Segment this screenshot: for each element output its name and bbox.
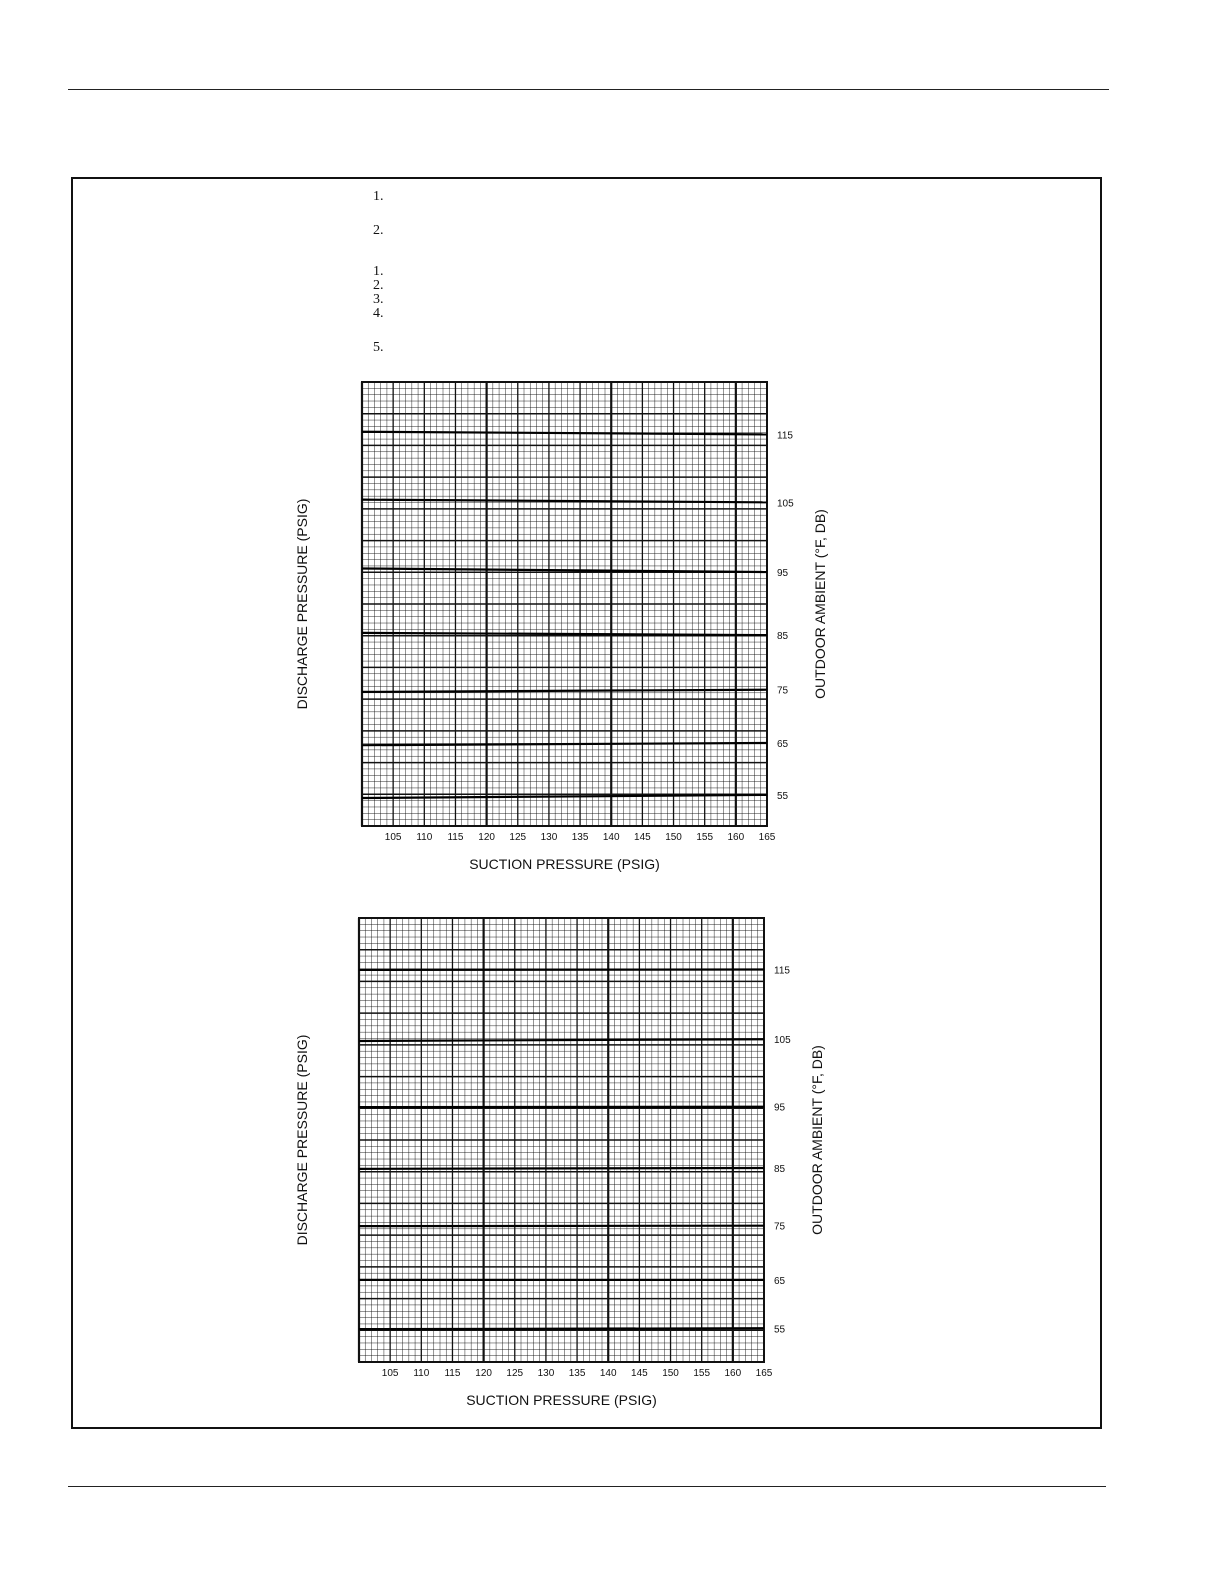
x-tick-label: 165 [755,1368,773,1379]
ambient-label-95: 95 [774,1102,786,1114]
pressure-chart-top [280,370,850,890]
x-tick-label: 115 [447,832,464,843]
x-tick-label: 120 [475,1368,492,1379]
x-tick-label: 155 [693,1368,711,1379]
step-number: 3. [373,292,384,307]
y-axis-label: DISCHARGE PRESSURE (PSIG) [294,498,310,710]
y-axis-label: DISCHARGE PRESSURE (PSIG) [294,1034,310,1246]
ambient-line-115 [362,432,767,435]
x-tick-label: 160 [724,1368,742,1379]
step-number: 1. [373,189,384,204]
ambient-label-95: 95 [777,568,789,580]
pressure-chart-bottom [280,908,850,1418]
ambient-line-105 [362,500,767,503]
y2-axis-label: OUTDOOR AMBIENT (°F, DB) [809,1045,825,1235]
x-tick-label: 120 [478,832,495,843]
ambient-label-105: 105 [777,498,794,510]
step-number: 5. [373,340,384,355]
x-axis-label: SUCTION PRESSURE (PSIG) [469,856,660,872]
x-tick-label: 155 [696,832,714,843]
x-tick-label: 125 [506,1368,524,1379]
x-axis-label: SUCTION PRESSURE (PSIG) [466,1392,657,1408]
ambient-label-65: 65 [774,1275,786,1287]
ambient-label-75: 75 [777,685,789,697]
x-tick-label: 140 [599,1368,617,1379]
ambient-line-85 [359,1168,764,1169]
x-tick-label: 105 [381,1368,399,1379]
ambient-label-55: 55 [777,790,789,802]
ambient-label-75: 75 [774,1221,786,1233]
ambient-line-55 [359,1328,764,1329]
ambient-line-55 [362,795,767,798]
ambient-line-85 [362,633,767,635]
ambient-line-65 [362,743,767,745]
grid [362,382,767,826]
ambient-label-115: 115 [774,965,790,977]
ambient-line-95 [362,568,767,572]
x-tick-label: 165 [758,832,776,843]
grid [359,918,764,1362]
x-tick-label: 135 [568,1368,586,1379]
x-tick-label: 105 [384,832,402,843]
x-tick-label: 160 [727,832,745,843]
x-tick-label: 130 [537,1368,555,1379]
header-rule [68,89,1109,90]
ambient-line-105 [359,1039,764,1041]
x-tick-label: 110 [413,1368,430,1379]
step-number: 2. [373,278,384,293]
ambient-label-65: 65 [777,738,789,750]
x-tick-label: 145 [631,1368,648,1379]
ambient-label-55: 55 [774,1324,786,1336]
ambient-label-85: 85 [777,631,789,643]
step-number: 1. [373,264,384,279]
x-tick-label: 150 [662,1368,679,1379]
x-tick-label: 125 [509,832,527,843]
x-tick-label: 145 [634,832,651,843]
step-number: 4. [373,306,384,321]
step-number: 2. [373,223,384,238]
x-tick-label: 110 [416,832,433,843]
ambient-label-85: 85 [774,1163,786,1175]
ambient-label-105: 105 [774,1035,791,1047]
x-tick-label: 135 [571,832,589,843]
ambient-label-115: 115 [777,430,793,442]
y2-axis-label: OUTDOOR AMBIENT (°F, DB) [812,509,828,699]
x-tick-label: 140 [602,832,620,843]
ambient-line-75 [362,690,767,692]
x-tick-label: 130 [540,832,558,843]
x-tick-label: 150 [665,832,682,843]
x-tick-label: 115 [444,1368,461,1379]
footer-rule [68,1486,1106,1487]
